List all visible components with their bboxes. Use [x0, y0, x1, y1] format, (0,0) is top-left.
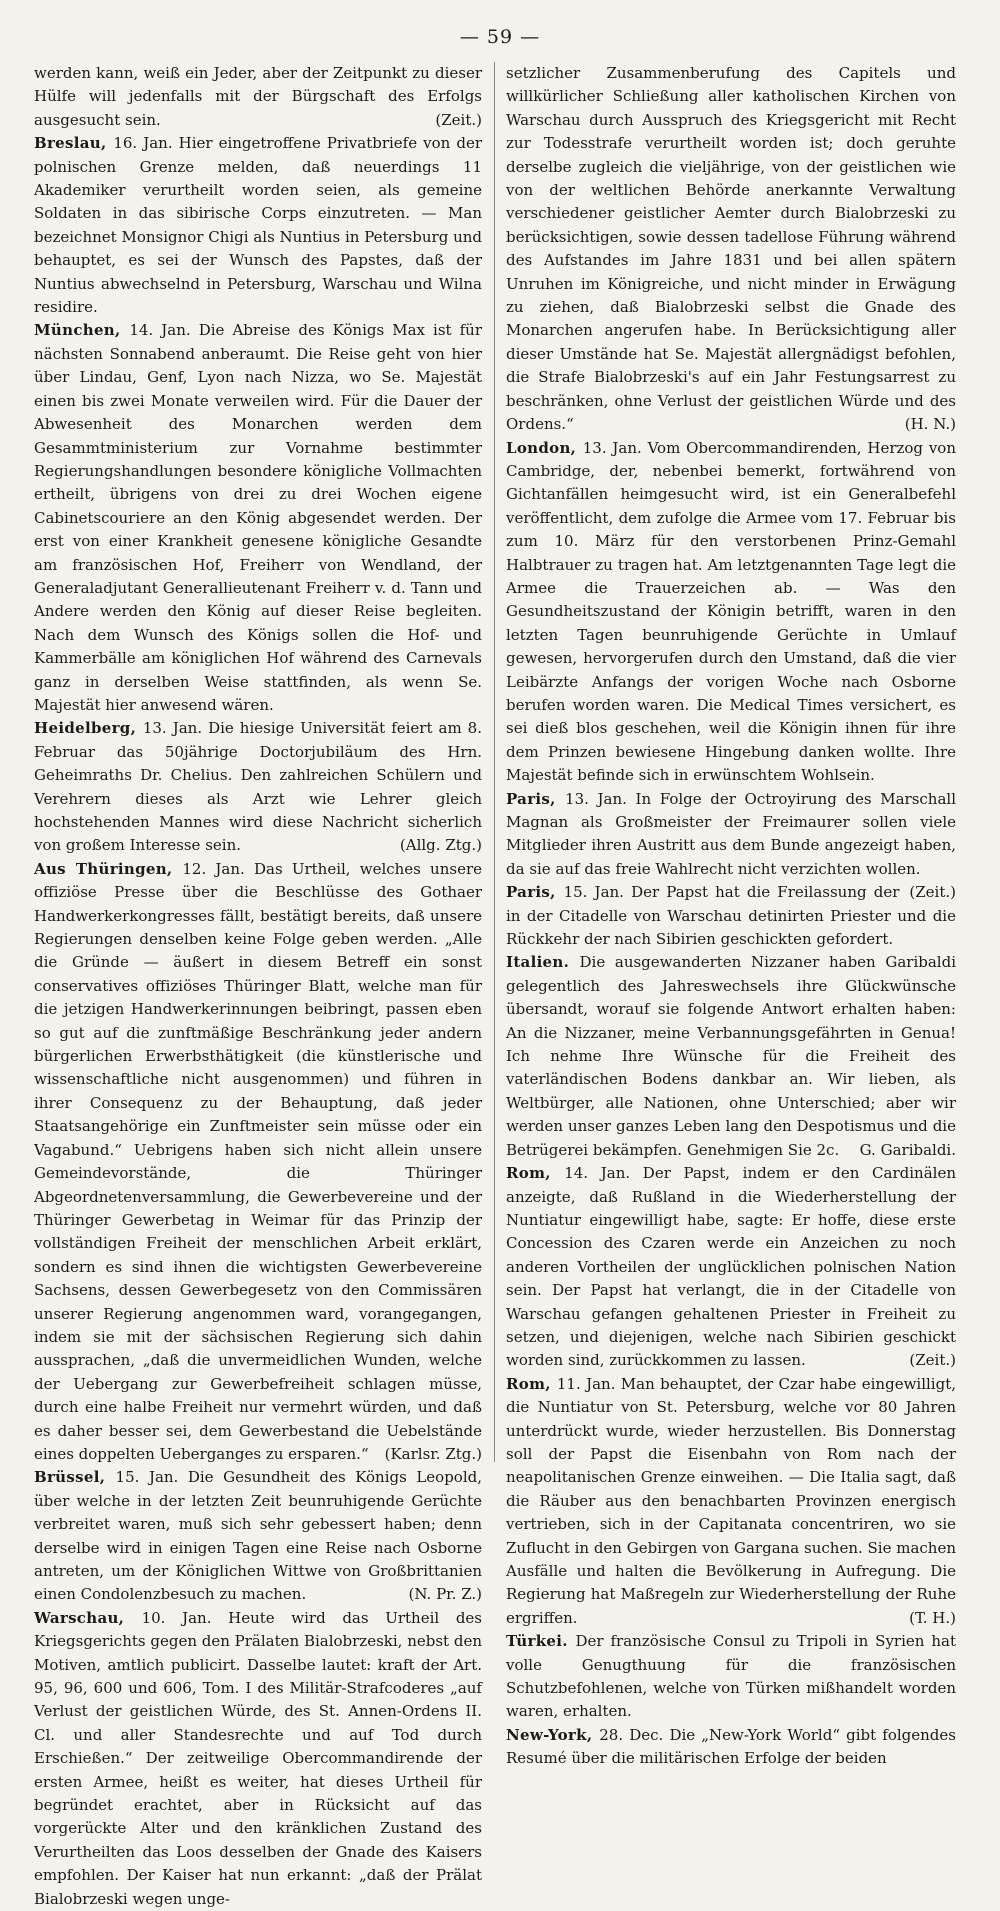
- news-article: [34, 1466, 482, 1606]
- news-article: [34, 319, 482, 717]
- article-dateline: Rom,: [506, 1164, 565, 1183]
- article-source: (Karlsr. Ztg.): [384, 1444, 482, 1463]
- article-body: werden kann, weiß ein Jeder, aber der Zeitpunkt zu dieser Hülfe will jedenfalls mit der Bürgschaft des Erfolgs ausgesucht sein.: [34, 64, 482, 129]
- news-article: [506, 951, 956, 1162]
- article-dateline: Rom,: [506, 1374, 557, 1393]
- article-dateline: Türkei.: [506, 1632, 576, 1651]
- news-article: [506, 1162, 956, 1373]
- left-column: [34, 62, 482, 1908]
- article-dateline: Aus Thüringen,: [34, 859, 183, 878]
- article-source: (Zeit.): [909, 1351, 956, 1370]
- news-article: [34, 717, 482, 857]
- article-body: 10. Jan. Heute wird das Urtheil des Kriegsgerichts gegen den Prälaten Bialobrzeski, nebst den Motiven, amtlich publicirt. Dasselbe lautet: kraft der Art. 95, 96, 600 und 606, Tom. I des Militär-Strafcoderes „auf Verlust der geistlichen Würde, des St. Annen-Ordens II. Cl. und aller Standesrechte und auf Tod durch Erschießen.“ Der zeitweilige Obercommandirende der ersten Armee, heißt es weiter, hat dieses Urtheil für begründet erachtet, aber in Rücksicht auf das vorgerückte Alter und den kränklichen Zustand des Verurtheilten das Loos desselben der Gnade des Kaisers empfohlen. Der Kaiser hat nun erkannt: „daß der Prälat Bialobrzeski wegen unge-: [34, 1608, 482, 1908]
- article-body: 15. Jan. Der Papst hat die Freilassung der in der Citadelle von Warschau detinirten Priester und die Rückkehr der nach Sibirien geschickten gefordert.: [506, 883, 956, 949]
- page-number: — 59 —: [459, 26, 541, 48]
- article-body: 15. Jan. Die Gesundheit des Königs Leopold, über welche in der letzten Zeit beunruhigende Gerüchte verbreitet waren, muß sich sehr gebessert haben; denn derselbe wird in einigen Tagen eine Reise nach Osborne antreten, um der Königlichen Wittwe von Großbrittanien einen Condolenzbesuch zu machen.: [34, 1468, 482, 1604]
- article-body: 13. Jan. Vom Obercommandirenden, Herzog von Cambridge, der, nebenbei bemerkt, fortwährend von Gichtanfällen heimgesucht wird, ist ein Generalbefehl veröffentlicht, dem zufolge die Armee vom 17. Februar bis zum 10. März für den verstorbenen Prinz-Gemahl Halbtrauer zu tragen hat. Am letztgenannten Tage legt die Armee die Trauerzeichen ab. — Was den Gesundheitszustand der Königin betrifft, waren in den letzten Tagen beunruhigende Gerüchte in Umlauf gewesen, hervorgerufen durch den Umstand, daß die vier Leibärzte Anfangs der vorigen Woche nach Osborne berufen worden waren. Die Medical Times versichert, es sei dieß blos geschehen, weil die Königin ihnen für ihre dem Prinzen bewiesene Hingebung danken wollte. Ihre Majestät befinde sich in erwünschtem Wohlsein.: [506, 438, 956, 785]
- article-dateline: Warschau,: [34, 1608, 142, 1627]
- news-article: [506, 62, 956, 437]
- article-source: G. Garibaldi.: [859, 1140, 956, 1159]
- news-article: [34, 1607, 482, 1911]
- news-article: [506, 788, 957, 902]
- article-dateline: Paris,: [506, 789, 566, 808]
- article-dateline: Paris,: [506, 883, 564, 902]
- article-dateline: München,: [34, 321, 130, 340]
- article-dateline: New-York,: [506, 1725, 600, 1744]
- article-body: 13. Jan. In Folge der Octroyirung des Marschall Magnan als Großmeister der Freimaurer sollen viele Mitglieder ihren Austritt aus dem Bunde angezeigt haben, da sie auf das freie Wahlrecht nicht verzichten wollen.: [506, 789, 957, 878]
- right-column: [506, 62, 957, 1768]
- news-article: [34, 62, 482, 132]
- article-source: (T. H.): [909, 1608, 956, 1627]
- article-body: 11. Jan. Man behauptet, der Czar habe eingewilligt, die Nuntiatur von St. Petersburg, welche vor 80 Jahren unterdrückt wurde, wieder herzustellen. Bis Donnerstag soll der Papst die Eisenbahn von Rom nach der neapolitanischen Grenze einweihen. — Die Italia sagt, daß die Räuber aus den benachbarten Provinzen energisch vertrieben, sich in der Capitanata concentriren, wo sie Zuflucht in den Gebirgen von Gargana suchen. Sie machen Ausfälle und halten die Bevölkerung in Aufregung. Die Regierung hat Maßregeln zur Wiederherstellung der Ruhe ergriffen.: [506, 1374, 956, 1627]
- article-dateline: London,: [506, 438, 583, 457]
- article-body: setzlicher Zusammenberufung des Capitels und willkürlicher Schließung aller katholischen Kirchen von Warschau durch Ausspruch des Kriegsgericht mit Recht zur Todesstrafe verurtheilt worden ist; doch geruhte derselbe zugleich die vieljährige, von der geistlichen wie von der weltlichen Behörde anerkannte Verwaltung verschiedener geistlicher Aemter durch Bialobrzeski zu berücksichtigen, sowie dessen tadellose Führung während des Aufstandes im Jahre 1831 und bei allen spätern Unruhen im Königreiche, und nicht minder in Erwägung zu ziehen, daß Bialobrzeski selbst die Gnade des Monarchen angerufen habe. In Berücksichtigung aller dieser Umstände hat Se. Majestät allergnädigst befohlen, die Strafe Bialobrzeski's auf ein Jahr Festungsarrest zu beschränken, ohne Verlust der geistlichen Würde und des Ordens.“: [506, 64, 956, 434]
- news-article: [506, 437, 956, 788]
- article-body: 14. Jan. Die Abreise des Königs Max ist für nächsten Sonnabend anberaumt. Die Reise geht von hier über Lindau, Genf, Lyon nach Nizza, wo Se. Majestät einen bis zwei Monate verweilen wird. Für die Dauer der Abwesenheit des Monarchen werden dem Gesammtministerium zur Vornahme bestimmter Regierungshandlungen besondere königliche Vollmachten ertheilt, übrigens von drei zu drei Wochen eigene Cabinetscouriere an den König abgesendet werden. Der erst von einer Krankheit genesene königliche Gesandte am französischen Hof, Freiherr von Wendland, der Generaladjutant Generallieutenant Freiherr v. d. Tann und Andere werden den König auf dieser Reise begleiten. Nach dem Wunsch des Königs sollen die Hof- und Kammerbälle am königlichen Hof während des Carnevals ganz in derselben Weise stattfinden, als wenn Se. Majestät hier anwesend wären.: [34, 321, 482, 714]
- column-divider: [494, 62, 495, 1462]
- article-body: 16. Jan. Hier eingetroffene Privatbriefe von der polnischen Grenze melden, daß neuerdings 11 Akademiker verurtheilt worden seien, als gemeine Soldaten in das sibirische Corps einzutreten. — Man bezeichnet Monsignor Chigi als Nuntius in Petersburg und behauptet, es sei der Wunsch des Papstes, daß der Nuntius abwechselnd in Petersburg, Warschau und Wilna residire.: [34, 134, 482, 317]
- article-source: (N. Pr. Z.): [408, 1585, 482, 1604]
- news-article: [506, 1724, 956, 1771]
- article-body: Der französische Consul zu Tripoli in Syrien hat volle Genugthuung für die französischen Schutzbefohlenen, welche von Türken mißhandelt worden waren, erhalten.: [506, 1632, 957, 1721]
- article-source: (Zeit.): [435, 110, 482, 129]
- article-body: 13. Jan. Die hiesige Universität feiert am 8. Februar das 50jährige Doctorjubiläum des Hrn. Geheimraths Dr. Chelius. Den zahlreichen Schülern und Verehrern dieses als Arzt wie Lehrer gleich hochstehenden Mannes wird diese Nachricht sicherlich von großem Interesse sein.: [34, 719, 482, 855]
- news-article: [506, 1630, 956, 1724]
- article-dateline: Brüssel,: [34, 1468, 116, 1487]
- article-body: 12. Jan. Das Urtheil, welches unsere offiziöse Presse über die Beschlüsse des Gothaer Handwerkerkongresses fällt, bestätigt bereits, daß unsere Regierungen denselben keine Folge geben werden. „Alle die Gründe — äußert in diesem Betreff ein sonst conservatives offiziöses Thüringer Blatt, welche man für die jetzigen Handwerkerinnungen beibringt, passen eben so gut auf die zunftmäßige Beschränkung jeder andern bürgerlichen Erwerbsthätigkeit (die künstlerische und wissenschaftliche nicht ausgenommen) und führen in ihrer Consequenz zu der Behauptung, daß jeder Staatsangehörige ein Zunftmeister sein müsse oder ein Vagabund.“ Uebrigens haben sich nicht allein unsere Gemeindevorstände, die Thüringer Abgeordnetenversammlung, die Gewerbevereine und der Thüringer Gewerbetag in Weimar für das Prinzip der vollständigen Freiheit der menschlichen Arbeit erklärt, sondern es sind ihnen die wichtigsten Gewerbevereine Sachsens, dessen Gewerbegesetz von den Commissären unserer Regierung angenommen ward, vorangegangen, indem sie mit der sächsischen Regierung sich dahin aussprachen, „daß die unvermeidlichen Wunden, welche der Uebergang zur Gewerbefreiheit schlagen müsse, durch eine halbe Freiheit nur vermehrt würden, und daß es daher besser sei, dem Gewerbestand die Uebelstände eines doppelten Ueberganges zu ersparen.“: [34, 859, 482, 1463]
- news-article: [506, 1373, 956, 1630]
- article-dateline: Heidelberg,: [34, 719, 143, 738]
- news-article: [34, 132, 482, 319]
- article-body: Die ausgewanderten Nizzaner haben Garibaldi gelegentlich des Jahreswechsels ihre Glückwünsche übersandt, worauf sie folgende Antwort erhalten haben: An die Nizzaner, meine Verbannungsgefährten in Genua! Ich nehme Ihre Wünsche für die Freiheit des vaterländischen Bodens dankbar an. Wir lieben, als Weltbürger, alle Nationen, ohne Unterschied; aber wir werden unser ganzes Leben lang den Despotismus und die Betrügerei bekämpfen. Genehmigen Sie 2c.: [506, 953, 956, 1159]
- article-body: 14. Jan. Der Papst, indem er den Cardinälen anzeigte, daß Rußland in die Wiederherstellung der Nuntiatur eingewilligt habe, sagte: Er hoffe, diese erste Concession des Czaren werde ein Anzeichen zu noch anderen Vortheilen der unglücklichen polnischen Nation sein. Der Papst hat verlangt, die in der Citadelle von Warschau gefangen gehaltenen Priester in Freiheit zu setzen, und diejenigen, welche nach Sibirien geschickt worden sind, zurückkommen zu lassen.: [506, 1164, 956, 1370]
- article-dateline: Italien.: [506, 953, 580, 972]
- news-article: [506, 881, 956, 951]
- article-source: (Zeit.): [909, 883, 956, 902]
- article-body: 28. Dec. Die „New-York World“ gibt folgendes Resumé über die militärischen Erfolge der beiden: [506, 1725, 956, 1768]
- article-source: (H. N.): [904, 415, 956, 434]
- article-dateline: Breslau,: [34, 134, 114, 153]
- news-article: [34, 858, 482, 1467]
- article-source: (Allg. Ztg.): [399, 836, 482, 855]
